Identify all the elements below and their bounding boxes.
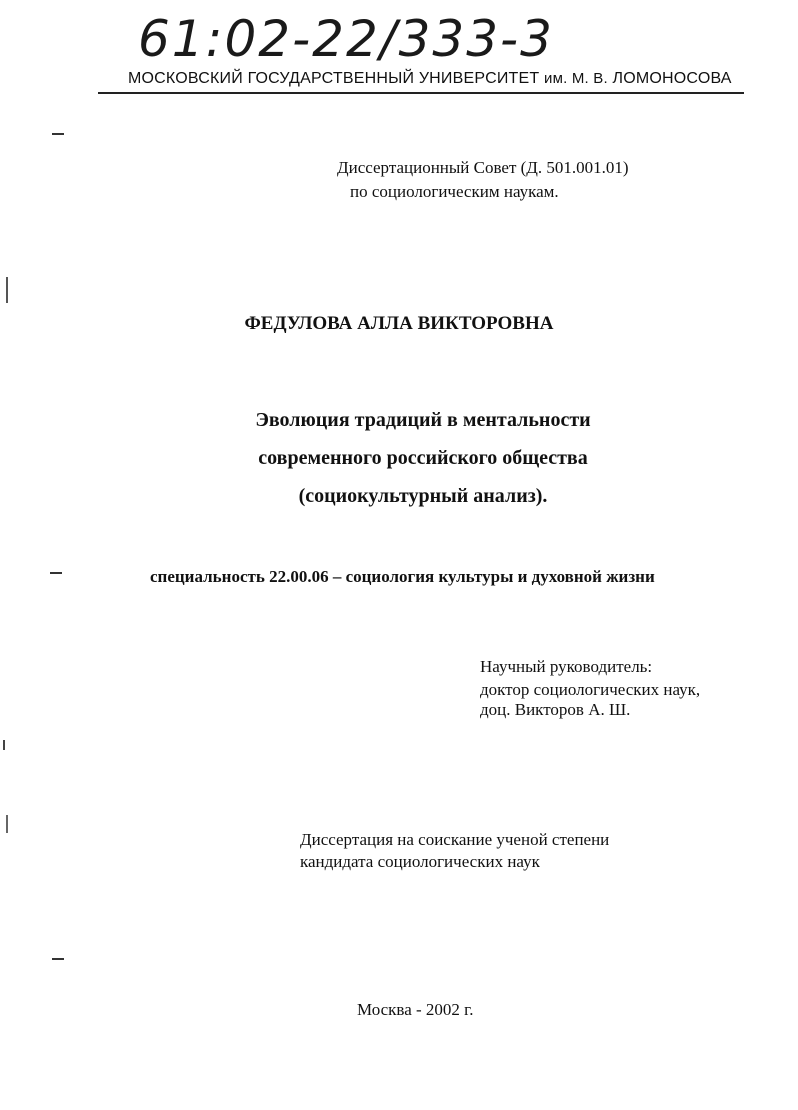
scan-mark bbox=[6, 277, 8, 303]
university-name bbox=[128, 70, 732, 88]
university-abbr: им. М. В. bbox=[544, 70, 608, 87]
scan-mark bbox=[3, 740, 5, 750]
council-line-1: Диссертационный Совет (Д. 501.001.01) bbox=[337, 158, 629, 177]
thesis-title-line-1: Эволюция традиций в ментальности bbox=[255, 409, 591, 431]
scan-mark bbox=[52, 133, 64, 135]
thesis-title-line-3: (социокультурный анализ). bbox=[298, 485, 548, 507]
supervisor-degree: доктор социологических наук, bbox=[480, 680, 701, 699]
university-surname: ЛОМОНОСОВА bbox=[612, 70, 732, 87]
university-main: МОСКОВСКИЙ ГОСУДАРСТВЕННЫЙ УНИВЕРСИТЕТ bbox=[128, 70, 540, 87]
handwritten-archive-code bbox=[138, 2, 598, 70]
header-rule bbox=[98, 92, 744, 94]
city-year: Москва - 2002 г. bbox=[357, 1000, 474, 1019]
supervisor-name: доц. Викторов А. Ш. bbox=[480, 700, 631, 719]
thesis-title-line-2: современного российского общества bbox=[258, 447, 588, 469]
scan-mark bbox=[6, 815, 8, 833]
degree-line-1: Диссертация на соискание ученой степени bbox=[300, 830, 610, 849]
author-name: ФЕДУЛОВА АЛЛА ВИКТОРОВНА bbox=[244, 313, 554, 334]
degree-line-2: кандидата социологических наук bbox=[300, 852, 540, 871]
scan-mark bbox=[52, 958, 64, 960]
council-line-2: по социологическим наукам. bbox=[350, 182, 559, 201]
scan-mark bbox=[50, 572, 62, 574]
archive-code-text: 61:02-22/333-3 bbox=[138, 10, 554, 68]
supervisor-label: Научный руководитель: bbox=[480, 657, 653, 676]
specialty-line: специальность 22.00.06 – социология культуры и духовной жизни bbox=[150, 567, 655, 586]
